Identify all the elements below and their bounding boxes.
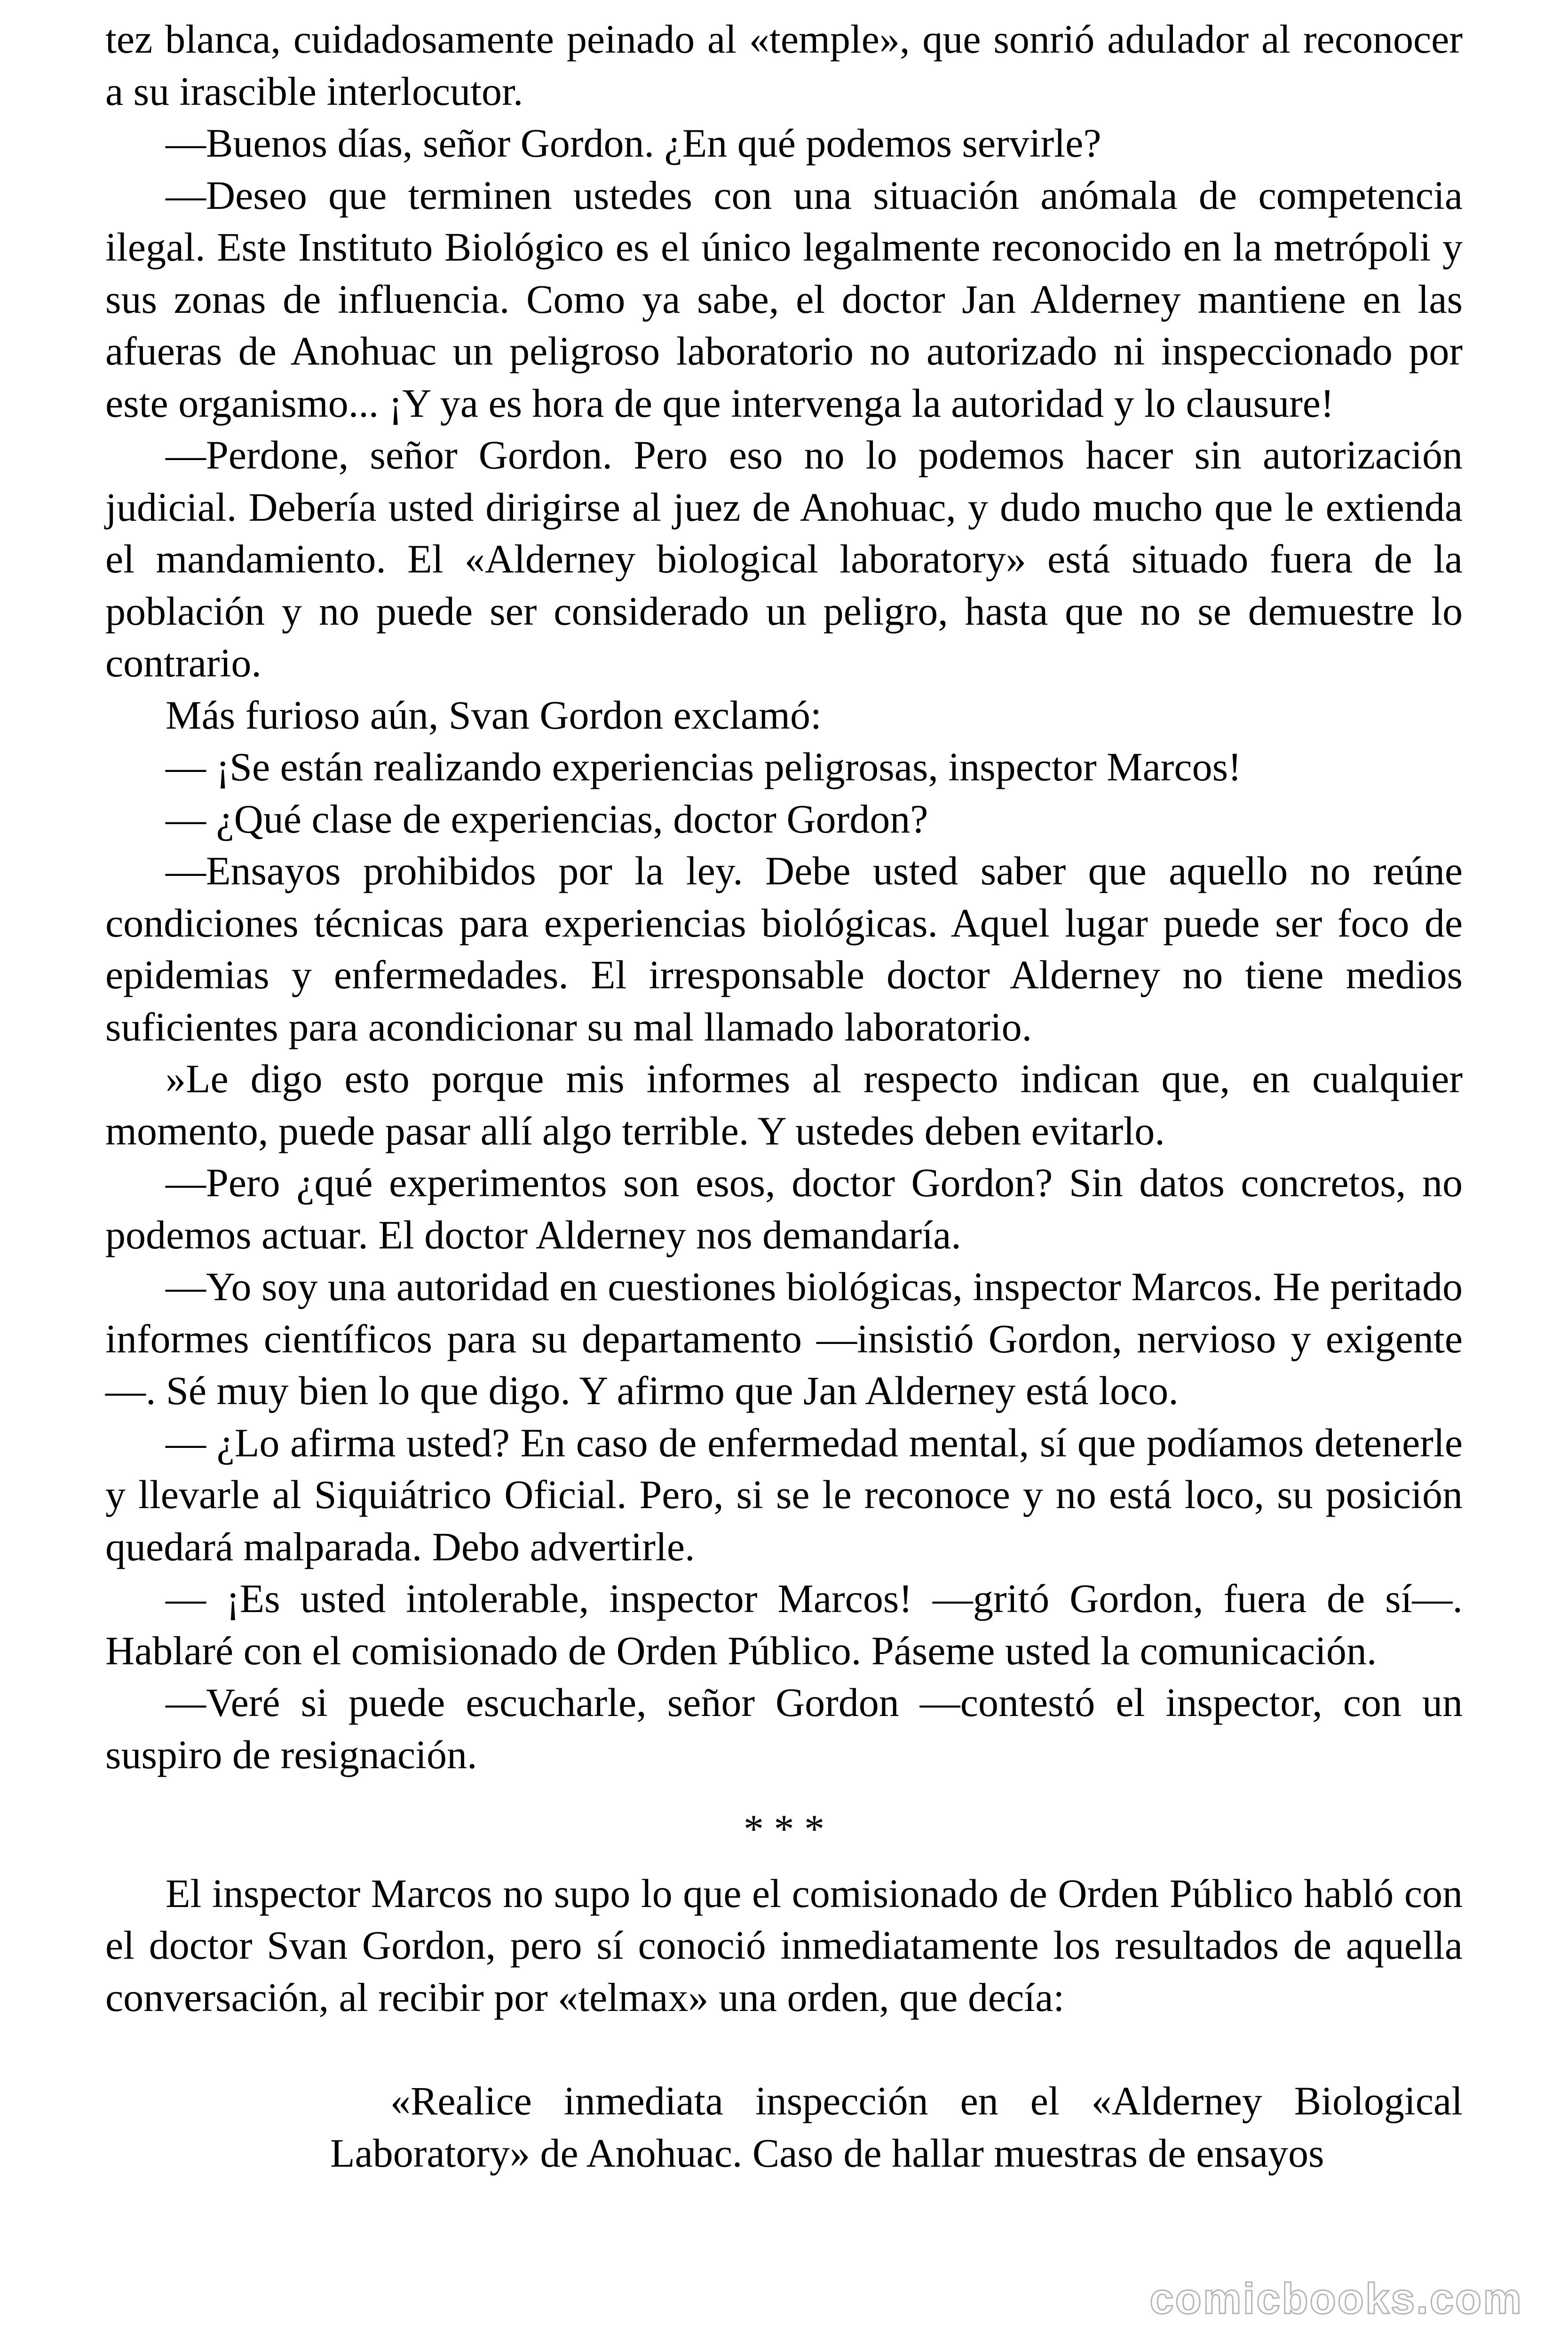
paragraph: tez blanca, cuidadosamente peinado al «temple», que sonrió adulador al reconocer a su irascible interlocutor. — [105, 16, 1463, 114]
paragraph: —Deseo que terminen ustedes con una situación anómala de competencia ilegal. Este Instituto Biológico es el único legalmente reconocido en la metrópoli y sus zonas de influencia. Como ya sabe, el doctor Jan Alderney mantiene en las afueras de Anohuac un peligroso laboratorio no autorizado ni inspeccionado por este organismo... ¡Y ya es hora de que intervenga la autoridad y lo clausure! — [105, 172, 1463, 426]
paragraph: — ¡Es usted intolerable, inspector Marcos! —gritó Gordon, fuera de sí—. Hablaré con el comisionado de Orden Público. Páseme usted la comunicación. — [105, 1576, 1463, 1673]
paragraph: —Veré si puede escucharle, señor Gordon —contestó el inspector, con un suspiro de resignación. — [105, 1680, 1463, 1777]
paragraph: —Buenos días, señor Gordon. ¿En qué podemos servirle? — [166, 120, 1101, 166]
paragraph: »Le digo esto porque mis informes al respecto indican que, en cualquier momento, puede pasar allí algo terrible. Y ustedes deben evitarlo. — [105, 1056, 1463, 1153]
paragraph: —Ensayos prohibidos por la ley. Debe usted saber que aquello no reúne condiciones técnicas para experiencias biológicas. Aquel lugar puede ser foco de epidemias y enfermedades. El irresponsable doctor Alderney no tiene medios suficientes para acondicionar su mal llamado laboratorio. — [105, 848, 1463, 1049]
watermark-logo: comicbooks.com — [1149, 2275, 1523, 2323]
paragraph: —Yo soy una autoridad en cuestiones biológicas, inspector Marcos. He peritado informes científicos para su departamento —insistió Gordon, nervioso y exigente—. Sé muy bien lo que digo. Y afirmo que Jan Alderney está loco. — [105, 1264, 1463, 1413]
paragraph: El inspector Marcos no supo lo que el comisionado de Orden Público habló con el doctor Svan Gordon, pero sí conoció inmediatamente los resultados de aquella conversación, al recibir por «telmax» una orden, que decía: — [105, 1870, 1463, 2020]
paragraph: — ¿Lo afirma usted? En caso de enfermedad mental, sí que podíamos detenerle y llevarle al Siquiátrico Oficial. Pero, si se le reconoce y no está loco, su posición quedará malparada. Debo advertirle. — [105, 1420, 1463, 1569]
paragraph: Más furioso aún, Svan Gordon exclamó: — [166, 692, 822, 738]
section-separator: * * * — [744, 1806, 824, 1851]
page-text — [105, 13, 1463, 2179]
quoted-order: «Realice inmediata inspección en el «Alderney Biological Laboratory» de Anohuac. Caso de hallar muestras de ensayos — [330, 2078, 1463, 2176]
paragraph: —Perdone, señor Gordon. Pero eso no lo podemos hacer sin autorización judicial. Debería usted dirigirse al juez de Anohuac, y dudo mucho que le extienda el mandamiento. El «Alderney biological laboratory» está situado fuera de la población y no puede ser considerado un peligro, hasta que no se demuestre lo contrario. — [105, 432, 1463, 685]
paragraph: — ¡Se están realizando experiencias peligrosas, inspector Marcos! — [166, 744, 1242, 789]
paragraph: —Pero ¿qué experimentos son esos, doctor Gordon? Sin datos concretos, no podemos actuar. El doctor Alderney nos demandaría. — [105, 1160, 1463, 1257]
paragraph: — ¿Qué clase de experiencias, doctor Gordon? — [166, 796, 928, 842]
